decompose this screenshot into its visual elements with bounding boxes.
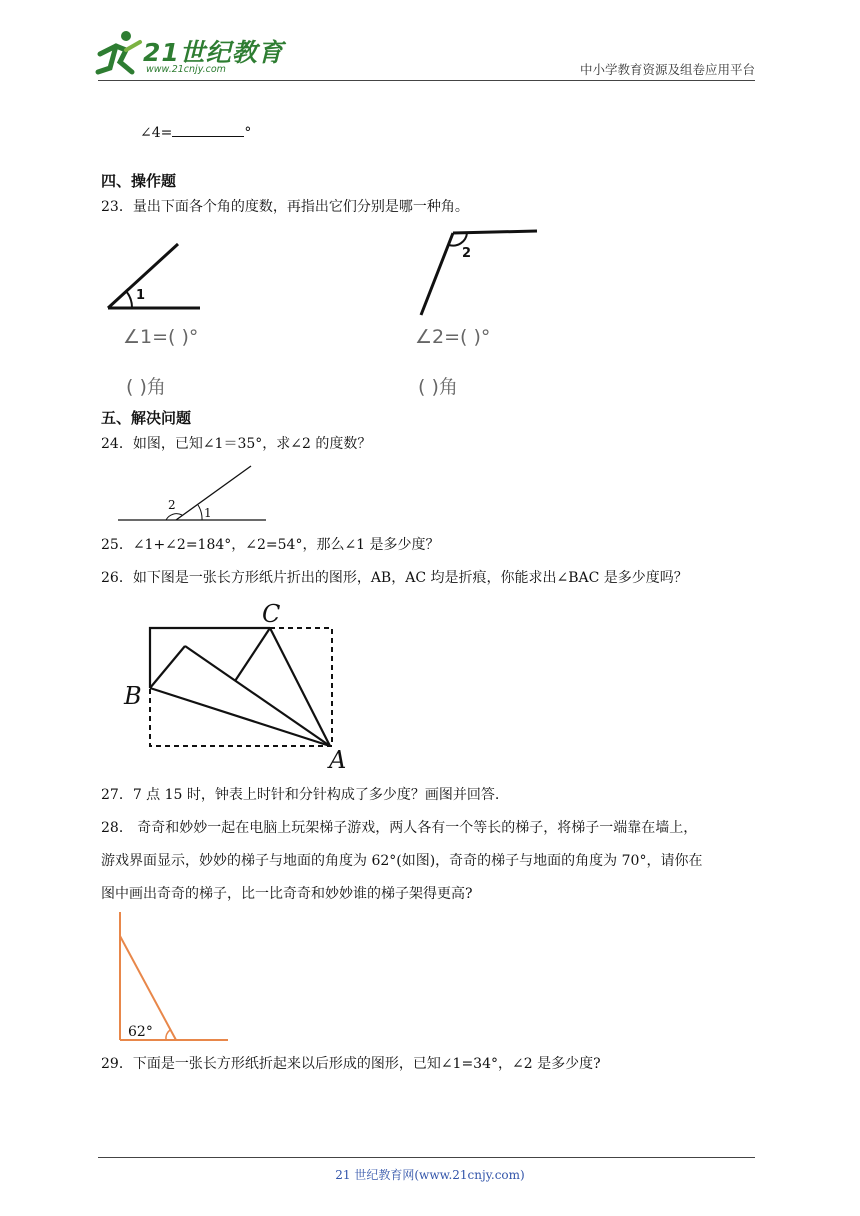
q24-figure (116, 463, 276, 523)
section-title: 四、操作题 (101, 172, 177, 190)
angle2-figure (415, 225, 545, 340)
angle2-tag: 2 (168, 498, 176, 512)
vertex-C-label: C (262, 600, 281, 628)
question-27: 27．7 点 15 时，钟表上时针和分针构成了多少度？画图并回答. (101, 787, 500, 803)
platform-name: 中小学教育资源及组卷应用平台 (579, 62, 755, 77)
angle2-measure-label: ∠2=( )° (415, 326, 491, 348)
header-divider (98, 80, 755, 81)
ladder-figure (116, 910, 236, 1045)
q26-fold-figure (122, 598, 352, 774)
section-title: 五、解决问题 (101, 409, 192, 427)
angle1-tag: 1 (136, 288, 146, 303)
angle2-type-label: ( )角 (418, 376, 458, 398)
question-28-line1: 28． 奇奇和妙妙一起在电脑上玩架梯子游戏，两人各有一个等长的梯子，将梯子一端靠在墙上， (101, 820, 698, 836)
angle1-figure (100, 240, 210, 315)
question-29: 29．下面是一张长方形纸折起来以后形成的图形，已知∠1=34°，∠2 是多少度? (101, 1056, 601, 1072)
question-24: 24．如图，已知∠1＝35°，求∠2 的度数？ (101, 436, 372, 452)
question-26: 26．如下图是一张长方形纸片折出的图形，AB，AC 均是折痕，你能求出∠BAC 是多少度吗？ (101, 570, 688, 586)
footer-text[interactable]: 21 世纪教育网(www.21cnjy.com) (335, 1168, 525, 1182)
vertex-B-label: B (124, 682, 142, 710)
footer-divider (98, 1157, 755, 1158)
angle1-type-label: ( )角 (126, 376, 166, 398)
angle2-tag: 2 (462, 246, 472, 261)
angle4-answer (140, 122, 251, 143)
degree-mark: ° (244, 125, 252, 141)
question-23: 23．量出下面各个角的度数，再指出它们分别是哪一种角。 (101, 199, 469, 215)
logo-url: www.21cnjy.com (146, 64, 226, 75)
angle1-measure-label: ∠1=( )° (123, 326, 199, 348)
angle1-tag: 1 (204, 506, 212, 520)
vertex-A-label: A (329, 746, 347, 774)
question-28-line3: 图中画出奇奇的梯子，比一比奇奇和妙妙谁的梯子架得更高? (101, 886, 473, 902)
angle4-prefix: ∠4= (140, 125, 173, 141)
question-25: 25．∠1+∠2=184°，∠2=54°，那么∠1 是多少度？ (101, 537, 440, 553)
question-28-line2: 游戏界面显示，妙妙的梯子与地面的角度为 62°(如图)，奇奇的梯子与地面的角度为 70°，请你在 (101, 853, 703, 869)
answer-blank[interactable] (172, 122, 244, 137)
runner-logo-icon (92, 28, 147, 78)
ladder-angle-label: 62° (128, 1024, 153, 1040)
logo-text: 21世纪教育 (143, 38, 284, 67)
